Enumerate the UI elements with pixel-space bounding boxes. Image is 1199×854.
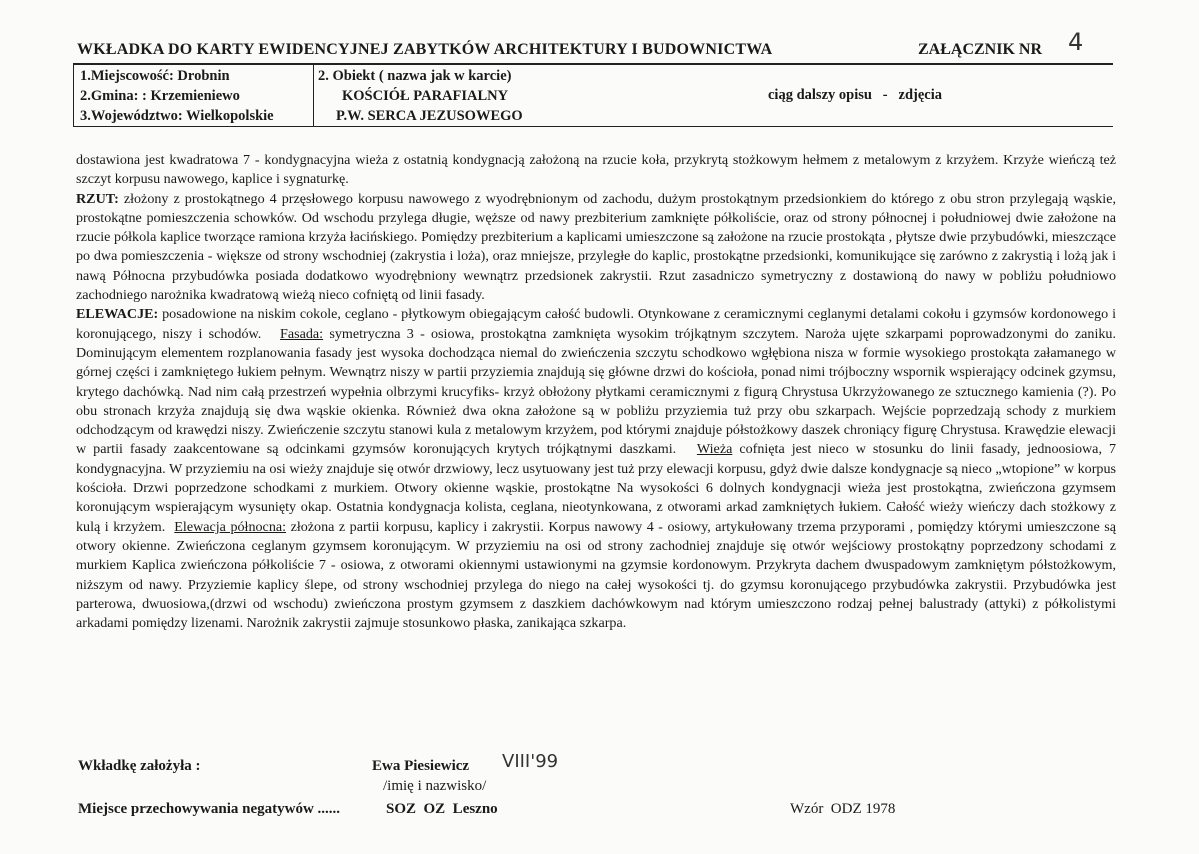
box-divider — [313, 64, 314, 126]
annex-number-handwritten: 4 — [1068, 28, 1084, 56]
paragraph-rzut — [76, 190, 1116, 306]
name-caption: /imię i nazwisko/ — [383, 778, 487, 794]
location-block — [80, 66, 274, 126]
object-block — [318, 66, 523, 126]
made-by-label: Wkładkę założyła : — [78, 758, 201, 774]
elewacja-polnocna-heading: Elewacja północna: — [174, 518, 287, 535]
document-title: WKŁADKA DO KARTY EWIDENCYJNEJ ZABYTKÓW ARCHITEKTURY I BUDOWNICTWA — [77, 41, 773, 58]
elewacje-text-1: posadowione na niskim cokole, ceglano - płytkowym obiegającym całość budowli. Otynkowane z ceramicznymi ceglanymi detalami cokołu i gzymsów kordonowego i koronującego, niszy i schodów. — [76, 306, 1120, 342]
form-model: Wzór ODZ 1978 — [790, 801, 896, 817]
object-name-line-2: P.W. SERCA JEZUSOWEGO — [336, 108, 523, 124]
elewacje-text-4: złożona z partii korpusu, kaplicy i zakrystii. Korpus nawowy 4 - osiowy, artykułowany trzema przyporami , pomiędzy którymi umieszczone są otwory okienne. Zwieńczona ceglanym gzymsem koronującym. W przyziemiu na osi od strony zachodniej znajduje się otwór wejściowy prostokątny poprzedzony schodami z murkiem Kaplica zwieńczona półkoliście 7 - osiowa, z otworami okiennymi ustawionymi na gzymsie kordonowym. Przykryta dachem dwuspadowym zamkniętym półstożkowym, niższym od nawy. Przyziemie kaplicy ślepe, od strony wschodniej przylega do niego na całej wysokości tj. do gzymsu koronującego przybudówka zakrystii. Przybudówka jest parterowa, dwuosiowa,(drzwi od wschodu) zwieńczona prostym gzymsem z daszkiem dachówkowym nad którym umieszczono rodzaj pełnej balustrady (attyki) z półkolistymi arkadami pomiędzy lizenami. Narożnik zakrystii zajmuje stosunkowo płaska, zanikająca szkarpa. — [76, 518, 1120, 632]
commune: 2.Gmina: : Krzemieniewo — [80, 88, 240, 104]
fasada-heading: Fasada: — [280, 325, 324, 342]
description-body — [76, 151, 1120, 633]
negatives-storage-label: Miejsce przechowywania negatywów ...... — [78, 801, 341, 817]
author-name: Ewa Piesiewicz — [372, 758, 470, 774]
locality: 1.Miejscowość: Drobnin — [80, 68, 230, 84]
rzut-heading: RZUT: — [76, 190, 119, 207]
annex-label: ZAŁĄCZNIK NR — [918, 41, 1043, 58]
voivodeship: 3.Województwo: Wielkopolskie — [80, 108, 274, 124]
wieza-heading: Wieża — [696, 441, 733, 458]
object-label: 2. Obiekt ( nazwa jak w karcie) — [318, 68, 512, 84]
object-name-line-1: KOŚCIÓŁ PARAFIALNY — [342, 88, 509, 104]
info-box-rule — [73, 126, 1113, 127]
paragraph-intro: dostawiona jest kwadratowa 7 - kondygnacyjna wieża z ostatnią kondygnacją założoną na rzucie koła, przykrytą stożkowym hełmem z metalowym z krzyżem. Krzyże wieńczą też szczyt korpusu nawowego, kaplice i sygnaturkę. — [76, 152, 1116, 188]
elewacje-text-3: cofnięta jest nieco w stosunku do linii fasady, jednoosiowa, 7 kondygnacyjna. W przyziemiu na osi wieży znajduje się otwór drzwiowy, lecz usytuowany jest tuż przy elewacji korpusu, gdyż dwie dalsze kondygnacje są nieco „wtopione” w korpus kościoła. Drzwi poprzedzone schodkami z murkiem. Otwory okienne wąskie, prostokątne Na wysokości 6 dolnych kondygnacji wieża jest prostokątna, zwieńczona gzymsem koronującym wspierającym wysunięty okap. Ostatnia kondygnacja kolista, ceglana, nieotynkowana, z otworami arkad zamkniętych łukiem. Całość wieży wieńczy dach stożkowy z kulą i krzyżem. — [76, 441, 1120, 535]
header-rule — [73, 63, 1113, 65]
handwritten-date: VIII'99 — [502, 751, 559, 772]
paragraph-elewacje — [76, 305, 1120, 633]
box-left-border — [73, 64, 74, 126]
rzut-text: złożony z prostokątnego 4 przęsłowego korpusu nawowego z wyodrębnionym od zachodu, dużym prostokątnym przedsionkiem do którego z obu stron przylegają wąskie, prostokątne pomieszczenia schowków. Od wschodu przylega długie, węższe od nawy prezbiterium zamknięte półkoliście, oraz od strony północnej i południowej dwie założone na rzucie półkola kaplice tworzące ramiona krzyża łacińskiego. Pomiędzy prezbiterium a kaplicami umieszczone są założone na rzucie prostokąta , płytsze dwie przybudówki, mieszczące po dwa pomieszczenia - większe od strony wschodniej (zakrystia i loża), oraz mniejsze, przyległe do kaplic, prostokątne przedsionki, komunikujące się zarówno z zakrystią i lożą jak i nawą Północna przybudówka posiada dodatkowo wyodrębniony wewnątrz przedsionek zakrystii. Rzut zasadniczo symetryczny z dostawioną do nawy w pobliżu południowo zachodniego narożnika kwadratową wieżą nieco cofniętą od linii fasady. — [76, 190, 1116, 304]
continuation-label: ciąg dalszy opisu - zdjęcia — [768, 87, 942, 103]
negatives-storage-place: SOZ OZ Leszno — [386, 801, 498, 817]
elewacje-heading: ELEWACJE: — [76, 306, 159, 323]
elewacje-text-2: symetryczna 3 - osiowa, prostokątna zamknięta wysokim trójkątnym szczytem. Naroża ujęte szkarpami poprowadzonymi do zaniku. Dominującym elementem rozplanowania fasady jest wysoka dochodząca niemal do zwieńczenia szczytu schodkowo wgłębiona nisza w formie wysokiego prostokąta załamanego w górnej części i zamkniętego łukiem pełnym. Wewnątrz niszy w partii przyziemia znajdują się główne drzwi do kościoła, ponad nimi trójboczny wspornik wspierający odcinek gzymsu, krytego dachówką. Nad nim całą przestrzeń wypełnia olbrzymi krucyfiks- krzyż obłożony płytkami ceramicznymi z figurą Chrystusa Ukrzyżowanego ze sztucznego kamienia (?). Po obu stronach krzyża znajdują się dwa wąskie okienka. Również dwa okna założone są w pobliżu przyziemia tuż przy obu szkarpach. Wejście poprzedzają schody z murkiem odchodzącym od krawędzi niszy. Zwieńczenie szczytu stanowi kula z metalowym krzyżem, pod którymi znajduje półstożkowy daszek chroniący figurę Chrystusa. Krawędzie elewacji w partii fasady zaakcentowane są odcinkami gzymsów koronujących krytych trójkątnymi daszkami. — [76, 325, 1120, 458]
